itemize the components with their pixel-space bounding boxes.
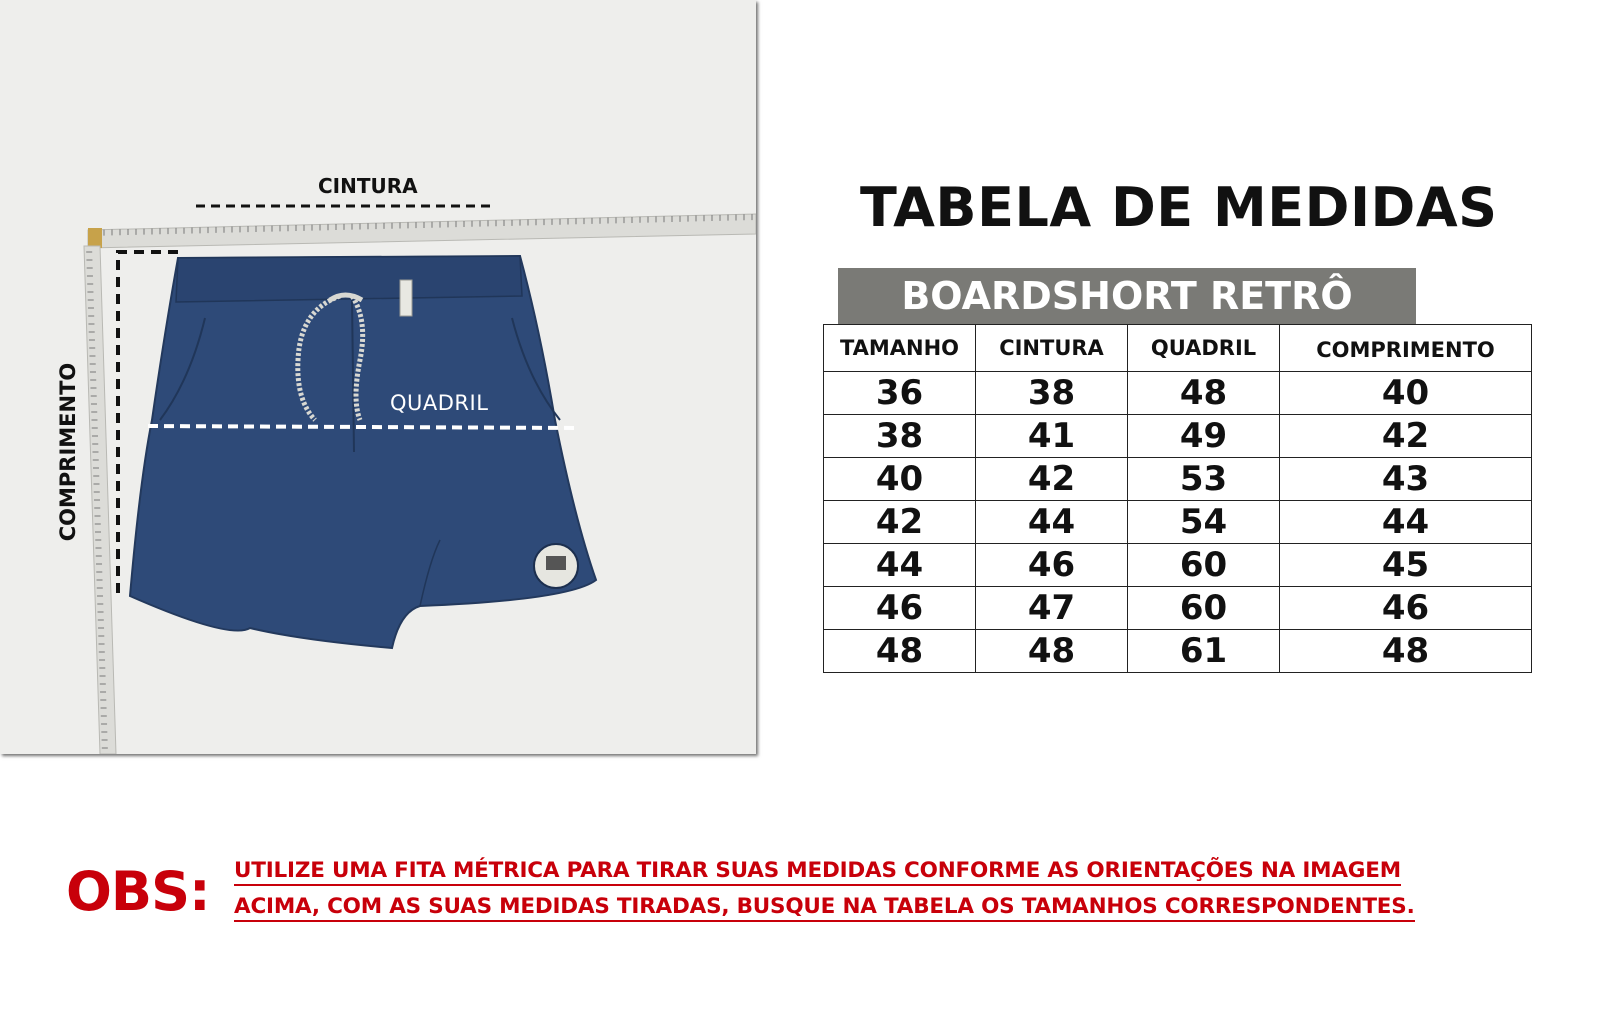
table-row [824, 587, 1532, 630]
table-cell: 48 [824, 630, 976, 673]
table-cell: 48 [1280, 630, 1532, 673]
table-row [824, 630, 1532, 673]
table-cell: 43 [1280, 458, 1532, 501]
table-row [824, 501, 1532, 544]
shorts-illustration [0, 0, 756, 754]
table-cell: 38 [976, 372, 1128, 415]
table-cell: 36 [824, 372, 976, 415]
table-cell: 44 [1280, 501, 1532, 544]
table-cell: 47 [976, 587, 1128, 630]
table-cell: 46 [1280, 587, 1532, 630]
product-name-banner: BOARDSHORT RETRÔ [838, 268, 1416, 324]
obs-text-line-2: ACIMA, COM AS SUAS MEDIDAS TIRADAS, BUSQUE NA TABELA OS TAMANHOS CORRESPONDENTES. [234, 894, 1415, 922]
table-cell: 44 [976, 501, 1128, 544]
table-header-row [824, 325, 1532, 372]
table-cell: 53 [1128, 458, 1280, 501]
table-cell: 42 [824, 501, 976, 544]
product-photo [0, 0, 756, 754]
table-row [824, 415, 1532, 458]
table-cell: 49 [1128, 415, 1280, 458]
table-cell: 48 [1128, 372, 1280, 415]
column-header: TAMANHO [824, 325, 976, 372]
table-cell: 48 [976, 630, 1128, 673]
table-cell: 42 [1280, 415, 1532, 458]
table-cell: 54 [1128, 501, 1280, 544]
column-header: CINTURA [976, 325, 1128, 372]
boardshort-image [130, 256, 596, 648]
obs-label: OBS: [66, 860, 210, 923]
quadril-label: QUADRIL [390, 391, 489, 415]
table-cell: 40 [1280, 372, 1532, 415]
table-cell: 60 [1128, 587, 1280, 630]
table-cell: 42 [976, 458, 1128, 501]
column-header: QUADRIL [1128, 325, 1280, 372]
cintura-label: CINTURA [318, 174, 418, 198]
size-table [823, 324, 1532, 673]
table-cell: 46 [976, 544, 1128, 587]
table-cell: 38 [824, 415, 976, 458]
obs-text-line-1: UTILIZE UMA FITA MÉTRICA PARA TIRAR SUAS MEDIDAS CONFORME AS ORIENTAÇÕES NA IMAGEM [234, 858, 1401, 886]
table-cell: 60 [1128, 544, 1280, 587]
table-cell: 40 [824, 458, 976, 501]
table-row [824, 458, 1532, 501]
table-cell: 61 [1128, 630, 1280, 673]
table-row [824, 372, 1532, 415]
table-cell: 46 [824, 587, 976, 630]
column-header: COMPRIMENTO [1280, 325, 1532, 372]
size-chart-title: TABELA DE MEDIDAS [860, 176, 1498, 239]
table-cell: 45 [1280, 544, 1532, 587]
table-cell: 44 [824, 544, 976, 587]
table-cell: 41 [976, 415, 1128, 458]
comprimento-label: COMPRIMENTO [56, 362, 80, 542]
table-row [824, 544, 1532, 587]
obs-note [0, 840, 1600, 960]
